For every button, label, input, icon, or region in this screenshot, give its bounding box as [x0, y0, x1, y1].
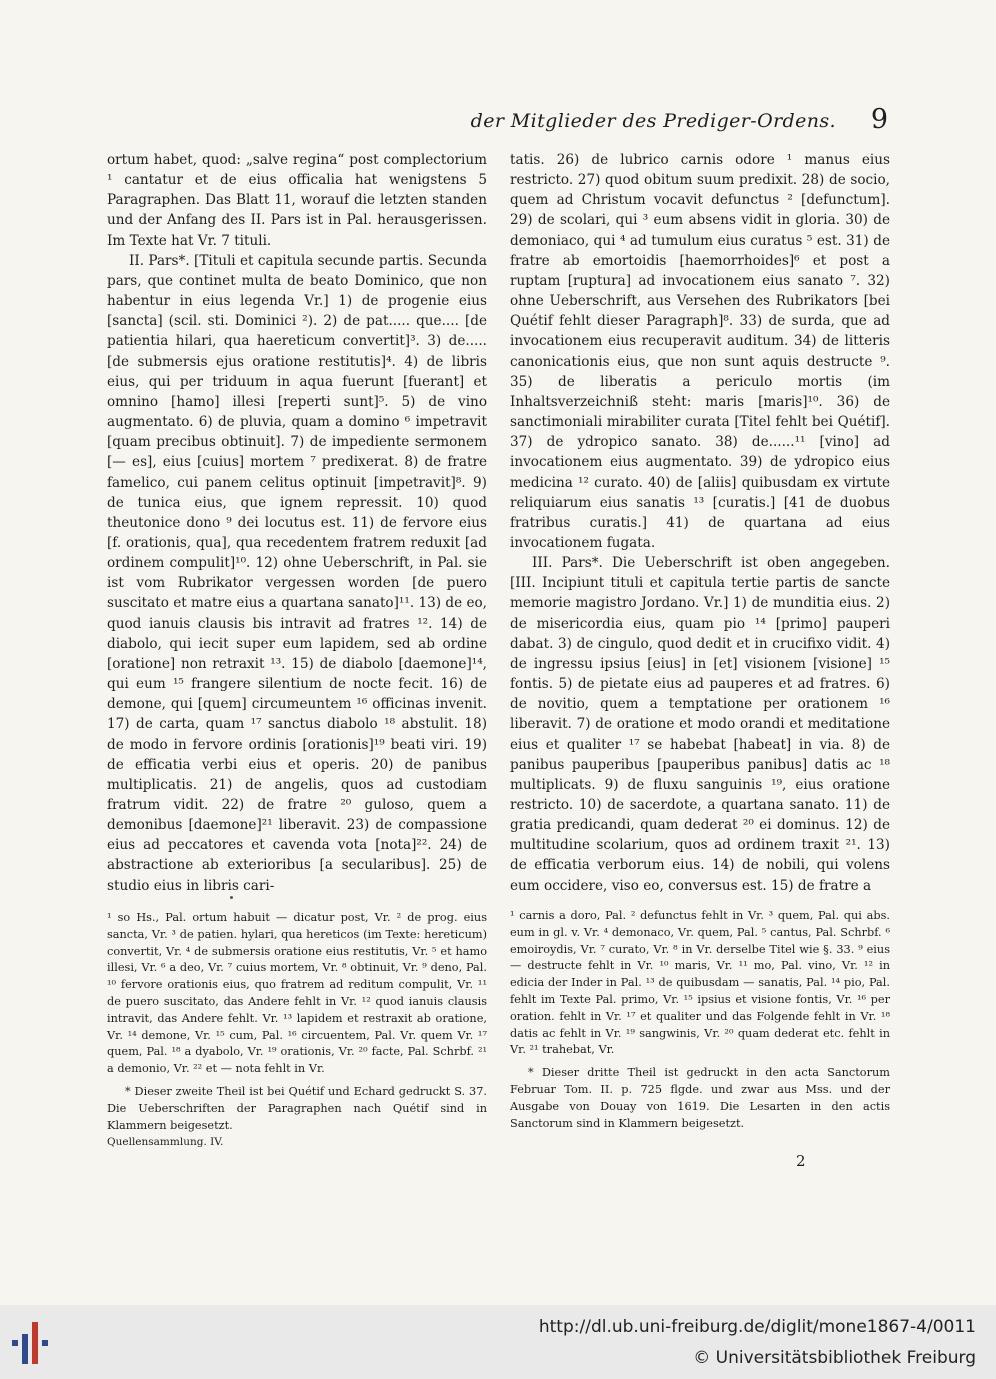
page-number: 9	[870, 104, 888, 135]
column-end-mark	[230, 896, 233, 899]
footnote-left-asterisk: * Dieser zweite Theil ist bei Quétif und Echard gedruckt S. 37. Die Ueberschriften der Paragraphen nach Quétif sind in Klammern beigesetzt.	[107, 1084, 487, 1132]
viewer-footer	[0, 1305, 996, 1379]
library-logo-icon	[10, 1318, 50, 1366]
collection-label: Quellensammlung. IV.	[107, 1136, 224, 1149]
left-paragraph-2: II. Pars*. [Tituli et capitula secunde partis. Secunda pars, que continet multa de beato Dominico, que non habentur in eius legenda Vr.] 1) de progenie eius [sancta] (scil. sti. Dominici ²). 2) de pat..... que.... [de patientia hilari, qua haereticum convertit]³. 3) de..... [de submersis ejus oratione restitutis]⁴. 4) de libris eius, qui per triduum in aqua fuerunt [fuerant] et omnino [hamo] illesi [reperti sunt]⁵. 5) de vino augmentato. 6) de pluvia, quam a domino ⁶ impetravit [quam precibus obtinuit]. 7) de impediente sermonem [— es], eius [cuius] mortem ⁷ predixerat. 8) de fratre famelico, cui panem celitus optinuit [impetravit]⁸. 9) de tunica eius, que ignem repressit. 10) quod theutonice dono ⁹ dei locutus est. 11) de fervore eius [f. orationis, qua], qua recedentem fratrem reduxit [ad ordinem compulit]¹⁰. 12) ohne Ueberschrift, in Pal. sie ist vom Rubrikator vergessen worden [de puero suscitato et matre eius a quartana sanato]¹¹. 13) de eo, quod ianuis clausis bis intravit ad fratres ¹². 14) de diabolo, qui iecit super eum lapidem, sed ab ordine [oratione] non retraxit ¹³. 15) de diabolo [daemone]¹⁴, qui eum ¹⁵ frangere silentium de nocte fecit. 16) de demone, qui [quem] circumeuntem ¹⁶ officinas invenit. 17) de carta, quam ¹⁷ sanctus diabolo ¹⁸ abstulit. 18) de modo in fervore ordinis [orationis]¹⁹ beati viri. 19) de efficatia verbi eius et operis. 20) de panibus multiplicatis. 21) de angelis, quos ad custodiam fratrum vidit. 22) de fratre ²⁰ guloso, quem a demonibus [daemone]²¹ liberavit. 23) de compassione eius ad peccatores et cavenda vota [nota]²². 24) de abstractione ab exterioribus [a secularibus]. 25) de studio eius in libris cari-	[107, 252, 488, 894]
page-header	[105, 104, 888, 144]
left-paragraph-1: ortum habet, quod: „salve regina“ post complectorium ¹ cantatur et de eius officalia hat wenigstens 5 Paragraphen. Das Blatt 11, worauf die letzten standen und der Anfang des II. Pars ist in Pal. herausgerissen. Im Texte hat Vr. 7 tituli.	[107, 152, 487, 249]
footnote-right-asterisk: * Dieser dritte Theil ist gedruckt in den acta Sanctorum Februar Tom. II. p. 725 flgde. und zwar aus Mss. und der Ausgabe von Douay von 1619. Die Lesarten in den actis Sanctorum sind in Klammern beigesetzt.	[510, 1066, 890, 1130]
running-title: der Mitglieder des Prediger-Ordens.	[470, 110, 836, 132]
footnotes-left-text: ¹ so Hs., Pal. ortum habuit — dicatur post, Vr. ² de prog. eius sancta, Vr. ³ de patien. hylari, qua hereticos (im Texte: hereticum) convertit, Vr. ⁴ de submersis oratione eius restitutis, Vr. ⁵ et hamo illesi, Vr. ⁶ a deo, Vr. ⁷ cuius mortem, Vr. ⁸ obtinuit, Vr. ⁹ deno, Pal. ¹⁰ fervore orationis eius, quo fratrem ad reditum compulit, Vr. ¹¹ de puero suscitato, das Andere fehlt in Vr. ¹² quod ianuis clausis intravit, das Andere fehlt. Vr. ¹³ lapidem et restraxit ab oratione, Vr. ¹⁴ demone, Vr. ¹⁵ cum, Pal. ¹⁶ circuentem, Pal. Vr. quem Vr. ¹⁷ quem, Pal. ¹⁸ a dyabolo, Vr. ¹⁹ orationis, Vr. ²⁰ facte, Pal. Schrbf. ²¹ a demonio, Vr. ²² et — nota fehlt in Vr.	[107, 911, 487, 1076]
right-column	[510, 150, 890, 896]
permalink-url[interactable]: http://dl.ub.uni-freiburg.de/diglit/mone1867-4/0011	[538, 1317, 976, 1337]
right-paragraph-2: III. Pars*. Die Ueberschrift ist oben angegeben. [III. Incipiunt tituli et capitula tertie partis de sancte memorie magistro Jordano. Vr.] 1) de munditia eius. 2) de misericordia eius, quam pio ¹⁴ [primo] pauperi dabat. 3) de cingulo, quod dedit et in crucifixo vidit. 4) de ingressu ipsius [eius] in [et] visionem [visione] ¹⁵ fontis. 5) de pietate eius ad pauperes et ad fratres. 6) de novitio, quem a temptatione per orationem ¹⁶ liberavit. 7) de oratione et modo orandi et meditatione eius et qualiter ¹⁷ se habebat [habeat] in via. 8) de panibus pauperibus [pauperibus panibus] datis ac ¹⁸ multiplicats. 9) de fluxu sanguinis ¹⁹, eius oratione restricto. 10) de sacerdote, a quartana sanato. 11) de gratia predicandi, quam dederat ²⁰ ei dominus. 12) de multitudine scolarium, quos ad ordinem traxit ²¹. 13) de efficatia verborum eius. 14) de nobili, qui volens eum occidere, viso eo, conversus est. 15) de fratre a	[510, 555, 890, 894]
signature-mark: 2	[796, 1152, 806, 1170]
left-column	[107, 150, 487, 896]
footnotes-right-text: ¹ carnis a doro, Pal. ² defunctus fehlt in Vr. ³ quem, Pal. qui abs. eum in gl. v. Vr. ⁴ demonaco, Vr. quem, Pal. ⁵ cantus, Pal. Schrbf. ⁶ emoiroydis, Vr. ⁷ curato, Vr. ⁸ in Vr. derselbe Titel wie §. 33. ⁹ eius — destructe fehlt in Vr. ¹⁰ maris, Vr. ¹¹ mo, Pal. vino, Vr. ¹² in edicia der Inder in Pal. ¹³ de quibusdam — sanatis, Pal. ¹⁴ pio, Pal. fehlt im Texte Pal. primo, Vr. ¹⁵ ipsius et visione fontis, Vr. ¹⁶ per oration. fehlt in Vr. ¹⁷ et qualiter und das Folgende fehlt in Vr. ¹⁸ datis ac fehlt in Vr. ¹⁹ sangwinis, Vr. ²⁰ quam dederat etc. fehlt in Vr. ²¹ trahebat, Vr.	[510, 909, 890, 1057]
footnotes-right	[510, 908, 890, 1132]
footnotes-left	[107, 910, 487, 1151]
copyright-text: © Universitätsbibliothek Freiburg	[693, 1348, 976, 1368]
right-paragraph-1: tatis. 26) de lubrico carnis odore ¹ manus eius restricto. 27) quod obitum suum predixit. 28) de socio, quem ad Christum vocavit defunctus ² [defunctum]. 29) de scolari, qui ³ eum absens vidit in gloria. 30) de demoniaco, qui ⁴ ad tumulum eius curatus ⁵ est. 31) de fratre ab emortoidis [haemorrhoides]⁶ et post a ruptam [ruptura] ad invocationem eius sanato ⁷. 32) ohne Ueberschrift, aus Versehen des Rubrikators [bei Quétif fehlt dieser Paragraph]⁸. 33) de surda, que ad invocationem eius recuperavit auditum. 34) de litteris canonicationis eius, que non sunt aquis destructe ⁹. 35) de liberatis a periculo mortis (im Inhaltsverzeichniß steht: maris [maris]¹⁰. 36) de sanctimoniali mirabiliter curata [Titel fehlt bei Quétif]. 37) de ydropico sanato. 38) de......¹¹ [vino] ad invocationem eius augmentato. 39) de ydropico eius medicina ¹² curato. 40) de [aliis] quibusdam ex virtute reliquiarum eius sanatis ¹³ [curatis.] [41 de duobus fratribus curatis.] 41) de quartana ad eius invocationem fugata.	[510, 152, 890, 551]
